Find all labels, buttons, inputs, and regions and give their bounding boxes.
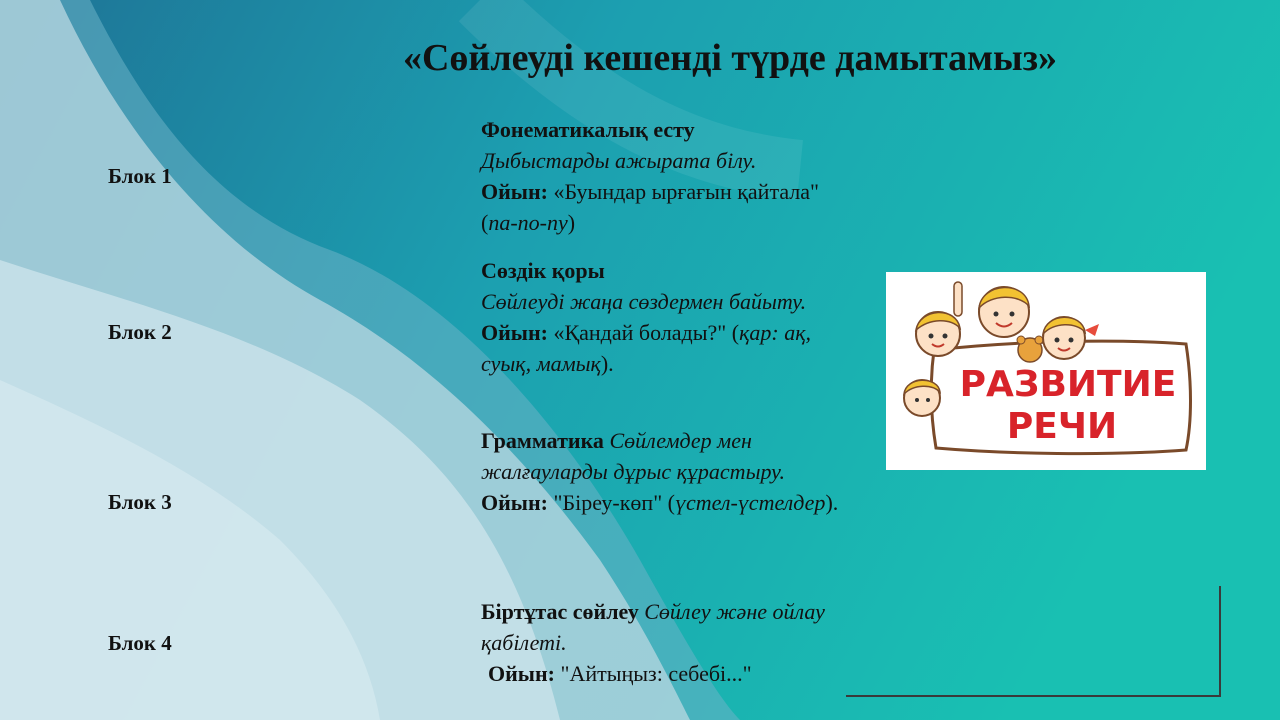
game-label: Ойын: <box>481 320 548 345</box>
block-3-content <box>481 425 841 518</box>
speech-development-image <box>886 272 1206 470</box>
block-4-heading: Біртұтас сөйлеу <box>481 599 639 624</box>
kid-left-icon <box>916 312 960 356</box>
block-1-description: Дыбыстарды ажырата білу. <box>481 148 757 173</box>
block-2-heading: Сөздік қоры <box>481 258 605 283</box>
image-text-line1: РАЗВИТИЕ <box>959 364 1177 405</box>
block-3-heading: Грамматика <box>481 428 604 453</box>
game-label: Ойын: <box>481 490 548 515</box>
game-example: қар: ақ, суық, мамық <box>481 320 812 376</box>
block-2-content <box>481 255 841 379</box>
block-4-heading-line <box>481 596 841 658</box>
block-4-content <box>481 596 841 689</box>
frame-line-right <box>1219 586 1221 696</box>
game-text: "Айтыңыз: себебі..." <box>554 661 752 686</box>
block-2-label: Блок 2 <box>108 320 172 344</box>
frame-line-bottom <box>846 695 1221 697</box>
block-1-game <box>481 176 841 238</box>
block-4-label: Блок 4 <box>108 631 172 655</box>
kid-bottom-left-icon <box>904 380 940 416</box>
game-end: ). <box>825 490 839 515</box>
block-2-description: Сөйлеуді жаңа сөздермен байыту. <box>481 289 807 314</box>
block-4-game <box>481 658 841 689</box>
kid-center-icon <box>954 282 1029 337</box>
block-3-description: Сөйлемдер мен жалғауларды дұрыс құрастыру. <box>481 428 786 484</box>
game-example: па-по-пу <box>488 210 568 235</box>
block-1-content <box>481 114 841 238</box>
game-text: «Қандай болады?" ( <box>547 320 740 345</box>
game-label: Ойын: <box>481 179 548 204</box>
block-4-description: Сөйлеу және ойлау қабілеті. <box>481 599 825 655</box>
image-text-line2: РЕЧИ <box>1006 406 1118 447</box>
block-1-label: Блок 1 <box>108 164 172 188</box>
block-1-heading: Фонематикалық есту <box>481 117 695 142</box>
game-label: Ойын: <box>488 661 555 686</box>
game-text: «Буындар ырғағын қайтала" ( <box>481 179 820 235</box>
game-example: үстел-үстелдер <box>675 490 826 515</box>
bear-icon <box>1017 336 1043 362</box>
block-3-game <box>481 487 841 518</box>
block-3-label: Блок 3 <box>108 490 172 514</box>
game-end: ) <box>567 210 576 235</box>
slide-title: «Сөйлеуді кешенді түрде дамытамыз» <box>402 37 1057 79</box>
game-text: "Біреу-көп" ( <box>547 490 676 515</box>
block-3-heading-line <box>481 425 841 487</box>
block-2-game <box>481 317 841 379</box>
game-end: ). <box>600 351 614 376</box>
